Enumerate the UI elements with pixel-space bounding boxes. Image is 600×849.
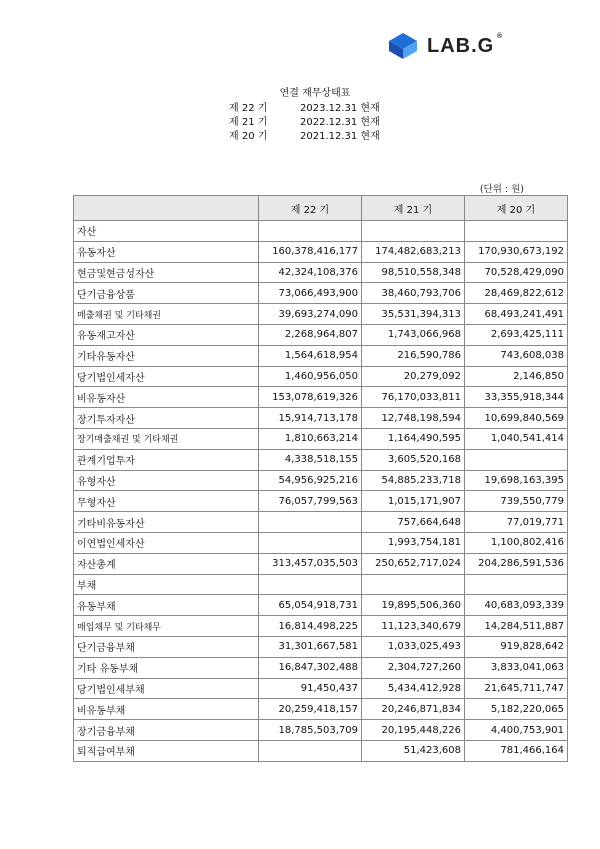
amount-cell: 2,304,727,260 bbox=[362, 657, 465, 678]
amount-cell: 1,993,754,181 bbox=[362, 532, 465, 553]
period-label: 제 22 기 bbox=[229, 103, 268, 114]
amount-cell bbox=[259, 532, 362, 553]
amount-cell: 3,833,041,063 bbox=[465, 657, 568, 678]
period-date: 2023.12.31 현재 bbox=[300, 103, 380, 114]
amount-cell: 4,400,753,901 bbox=[465, 720, 568, 741]
amount-cell: 160,378,416,177 bbox=[259, 241, 362, 262]
account-name: 퇴직급여부채 bbox=[74, 740, 259, 761]
amount-cell bbox=[259, 512, 362, 533]
amount-cell: 5,182,220,065 bbox=[465, 699, 568, 720]
amount-cell: 2,268,964,807 bbox=[259, 324, 362, 345]
account-name: 기타 유동부채 bbox=[74, 657, 259, 678]
amount-cell: 12,748,198,594 bbox=[362, 408, 465, 429]
table-row bbox=[74, 366, 568, 387]
table-header-row bbox=[74, 196, 568, 221]
amount-cell: 91,450,437 bbox=[259, 678, 362, 699]
company-logo bbox=[385, 28, 525, 64]
amount-cell bbox=[465, 221, 568, 242]
amount-cell: 20,259,418,157 bbox=[259, 699, 362, 720]
amount-cell: 73,066,493,900 bbox=[259, 283, 362, 304]
amount-cell: 1,015,171,907 bbox=[362, 491, 465, 512]
amount-cell: 54,885,233,718 bbox=[362, 470, 465, 491]
period-row bbox=[0, 113, 600, 127]
table-row bbox=[74, 262, 568, 283]
amount-cell: 2,146,850 bbox=[465, 366, 568, 387]
amount-cell: 76,170,033,811 bbox=[362, 387, 465, 408]
amount-cell: 39,693,274,090 bbox=[259, 304, 362, 325]
table-row bbox=[74, 699, 568, 720]
table-row bbox=[74, 532, 568, 553]
amount-cell: 3,605,520,168 bbox=[362, 449, 465, 470]
account-name: 당기법인세부채 bbox=[74, 678, 259, 699]
amount-cell: 21,645,711,747 bbox=[465, 678, 568, 699]
account-name: 당기법인세자산 bbox=[74, 366, 259, 387]
statement-title: 연결 재무상태표 bbox=[279, 88, 351, 99]
table-row bbox=[74, 324, 568, 345]
amount-cell: 1,040,541,414 bbox=[465, 428, 568, 449]
account-name: 장기금융부채 bbox=[74, 720, 259, 741]
amount-cell: 204,286,591,536 bbox=[465, 553, 568, 574]
account-name: 매입채무 및 기타채무 bbox=[74, 616, 259, 637]
table-body bbox=[74, 221, 568, 762]
amount-cell: 15,914,713,178 bbox=[259, 408, 362, 429]
table-row bbox=[74, 345, 568, 366]
account-name: 단기금융부채 bbox=[74, 636, 259, 657]
amount-cell: 2,693,425,111 bbox=[465, 324, 568, 345]
table-row bbox=[74, 449, 568, 470]
period-row bbox=[0, 99, 600, 113]
amount-cell: 51,423,608 bbox=[362, 740, 465, 761]
table-row bbox=[74, 740, 568, 761]
amount-cell: 70,528,429,090 bbox=[465, 262, 568, 283]
amount-cell: 19,698,163,395 bbox=[465, 470, 568, 491]
amount-cell bbox=[259, 221, 362, 242]
amount-cell: 757,664,648 bbox=[362, 512, 465, 533]
amount-cell: 20,246,871,834 bbox=[362, 699, 465, 720]
amount-cell: 77,019,771 bbox=[465, 512, 568, 533]
table-row bbox=[74, 616, 568, 637]
account-name: 부채 bbox=[74, 574, 259, 595]
amount-cell: 18,785,503,709 bbox=[259, 720, 362, 741]
column-header: 제 20 기 bbox=[465, 196, 568, 221]
amount-cell bbox=[259, 574, 362, 595]
amount-cell: 38,460,793,706 bbox=[362, 283, 465, 304]
amount-cell bbox=[362, 221, 465, 242]
amount-cell: 1,100,802,416 bbox=[465, 532, 568, 553]
amount-cell bbox=[465, 449, 568, 470]
amount-cell: 33,355,918,344 bbox=[465, 387, 568, 408]
balance-sheet-table bbox=[73, 195, 568, 762]
account-name: 유동재고자산 bbox=[74, 324, 259, 345]
amount-cell: 4,338,518,155 bbox=[259, 449, 362, 470]
period-date: 2022.12.31 현재 bbox=[300, 117, 380, 128]
logo-text: LAB.G ® bbox=[427, 32, 504, 57]
account-name: 기타유동자산 bbox=[74, 345, 259, 366]
amount-cell bbox=[362, 574, 465, 595]
account-name: 현금및현금성자산 bbox=[74, 262, 259, 283]
amount-cell: 68,493,241,491 bbox=[465, 304, 568, 325]
column-header: 제 21 기 bbox=[362, 196, 465, 221]
account-name: 유동자산 bbox=[74, 241, 259, 262]
table-row bbox=[74, 678, 568, 699]
amount-cell: 16,847,302,488 bbox=[259, 657, 362, 678]
amount-cell: 20,279,092 bbox=[362, 366, 465, 387]
account-name: 유동부채 bbox=[74, 595, 259, 616]
table-row bbox=[74, 595, 568, 616]
amount-cell: 174,482,683,213 bbox=[362, 241, 465, 262]
table-row bbox=[74, 574, 568, 595]
table-row bbox=[74, 428, 568, 449]
amount-cell: 98,510,558,348 bbox=[362, 262, 465, 283]
amount-cell: 170,930,673,192 bbox=[465, 241, 568, 262]
period-row bbox=[0, 127, 600, 141]
table-row bbox=[74, 553, 568, 574]
table-row bbox=[74, 304, 568, 325]
account-name: 기타비유동자산 bbox=[74, 512, 259, 533]
table-row bbox=[74, 657, 568, 678]
amount-cell: 739,550,779 bbox=[465, 491, 568, 512]
lab-g-logo-icon bbox=[385, 29, 425, 63]
period-date: 2021.12.31 현재 bbox=[300, 131, 380, 142]
amount-cell: 54,956,925,216 bbox=[259, 470, 362, 491]
amount-cell bbox=[259, 740, 362, 761]
amount-cell: 10,699,840,569 bbox=[465, 408, 568, 429]
account-name: 자산총계 bbox=[74, 553, 259, 574]
amount-cell: 19,895,506,360 bbox=[362, 595, 465, 616]
column-header bbox=[74, 196, 259, 221]
amount-cell: 31,301,667,581 bbox=[259, 636, 362, 657]
amount-cell: 5,434,412,928 bbox=[362, 678, 465, 699]
amount-cell: 1,164,490,595 bbox=[362, 428, 465, 449]
amount-cell: 40,683,093,339 bbox=[465, 595, 568, 616]
amount-cell: 14,284,511,887 bbox=[465, 616, 568, 637]
amount-cell: 781,466,164 bbox=[465, 740, 568, 761]
amount-cell: 216,590,786 bbox=[362, 345, 465, 366]
account-name: 비유동자산 bbox=[74, 387, 259, 408]
amount-cell: 16,814,498,225 bbox=[259, 616, 362, 637]
amount-cell: 35,531,394,313 bbox=[362, 304, 465, 325]
table-row bbox=[74, 283, 568, 304]
amount-cell: 313,457,035,503 bbox=[259, 553, 362, 574]
account-name: 단기금융상품 bbox=[74, 283, 259, 304]
amount-cell: 1,460,956,050 bbox=[259, 366, 362, 387]
table-row bbox=[74, 636, 568, 657]
amount-cell: 743,608,038 bbox=[465, 345, 568, 366]
table-row bbox=[74, 512, 568, 533]
account-name: 비유동부채 bbox=[74, 699, 259, 720]
amount-cell: 1,564,618,954 bbox=[259, 345, 362, 366]
amount-cell: 250,652,717,024 bbox=[362, 553, 465, 574]
table-row bbox=[74, 470, 568, 491]
amount-cell: 1,033,025,493 bbox=[362, 636, 465, 657]
amount-cell: 11,123,340,679 bbox=[362, 616, 465, 637]
table-row bbox=[74, 408, 568, 429]
account-name: 무형자산 bbox=[74, 491, 259, 512]
amount-cell: 76,057,799,563 bbox=[259, 491, 362, 512]
amount-cell: 1,810,663,214 bbox=[259, 428, 362, 449]
table-row bbox=[74, 491, 568, 512]
amount-cell bbox=[465, 574, 568, 595]
period-label: 제 20 기 bbox=[229, 131, 268, 142]
column-header: 제 22 기 bbox=[259, 196, 362, 221]
account-name: 유형자산 bbox=[74, 470, 259, 491]
account-name: 매출채권 및 기타채권 bbox=[74, 304, 259, 325]
unit-label: (단위 : 원) bbox=[479, 184, 524, 195]
table-row bbox=[74, 720, 568, 741]
account-name: 장기투자자산 bbox=[74, 408, 259, 429]
account-name: 관계기업투자 bbox=[74, 449, 259, 470]
table-row bbox=[74, 387, 568, 408]
amount-cell: 42,324,108,376 bbox=[259, 262, 362, 283]
amount-cell: 20,195,448,226 bbox=[362, 720, 465, 741]
table-row bbox=[74, 221, 568, 242]
period-label: 제 21 기 bbox=[229, 117, 268, 128]
amount-cell: 65,054,918,731 bbox=[259, 595, 362, 616]
table-row bbox=[74, 241, 568, 262]
account-name: 장기매출채권 및 기타채권 bbox=[74, 428, 259, 449]
account-name: 자산 bbox=[74, 221, 259, 242]
account-name: 이연법인세자산 bbox=[74, 532, 259, 553]
amount-cell: 28,469,822,612 bbox=[465, 283, 568, 304]
statement-header bbox=[0, 84, 600, 141]
amount-cell: 1,743,066,968 bbox=[362, 324, 465, 345]
amount-cell: 919,828,642 bbox=[465, 636, 568, 657]
amount-cell: 153,078,619,326 bbox=[259, 387, 362, 408]
